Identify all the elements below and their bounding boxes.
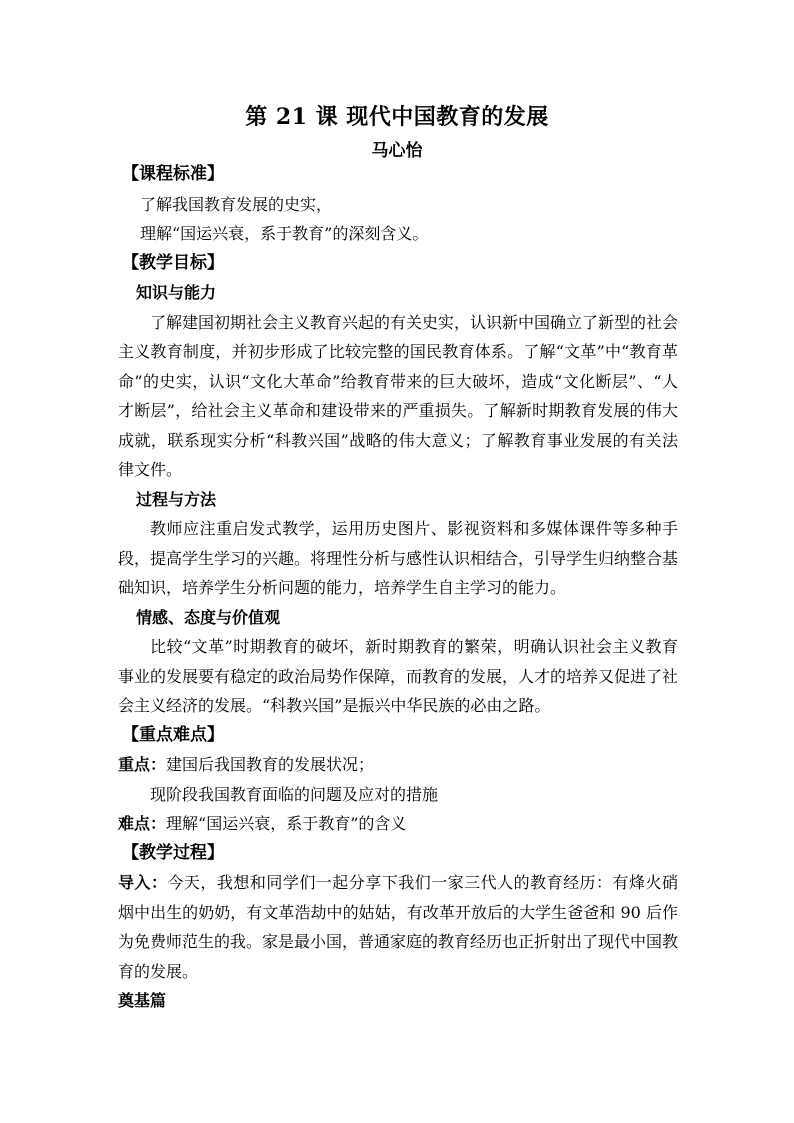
course-standard-line-2: 理解“国运兴衰，系于教育”的深刻含义。: [140, 224, 429, 243]
difficult-point-label: 难点：: [118, 814, 167, 833]
intro-paragraph: [118, 868, 678, 986]
key-point-line: [118, 750, 678, 780]
subheading-process-method: 过程与方法: [136, 489, 217, 509]
section-heading-teaching-goals: 【教学目标】: [122, 252, 224, 273]
section-heading-teaching-process: 【教学过程】: [122, 842, 224, 863]
intro-label: 导入：: [118, 873, 168, 892]
difficult-point-text: 理解“国运兴衰，系于教育”的含义: [166, 814, 407, 833]
paragraph-emotion-values: 比较“文革”时期教育的破坏，新时期教育的繁荣，明确认识社会主义教育事业的发展要有稳定的政治局势作保障，而教育的发展，人才的培养又促进了社会主义经济的发展。“科教兴国”是振兴中华民族的必由之路。: [118, 637, 679, 715]
document-author: 马心怡: [371, 141, 423, 161]
paragraph-knowledge: 了解建国初期社会主义教育兴起的有关史实，认识新中国确立了新型的社会主义教育制度，并初步形成了比较完整的国民教育体系。了解“文革”中“教育革命”的史实，认识“文化大革命”给教育带来的巨大破坏，造成“文化断层”、“人才断层”，给社会主义革命和建设带来的严重损失。了解新时期教育发展的伟大成就，联系现实分析“科教兴国”战略的伟大意义；了解教育事业发展的有关法律文件。: [118, 312, 679, 479]
subheading-emotion-values: 情感、态度与价值观: [136, 607, 281, 627]
key-point-text-2: 现阶段我国教育面临的问题及应对的措施: [150, 784, 439, 804]
key-point-label: 重点：: [118, 755, 167, 774]
paragraph-process-method: 教师应注重启发式教学，运用历史图片、影视资料和多媒体课件等多种手段，提高学生学习的兴趣。将理性分析与感性认识相结合，引导学生归纳整合基础知识，培养学生分析问题的能力，培养学生自主学习的能力。: [118, 519, 679, 597]
difficult-point-line: [118, 809, 678, 839]
section-heading-key-points: 【重点难点】: [122, 724, 224, 745]
document-body: [118, 160, 678, 1016]
course-standard-line-1: 了解我国教育发展的史实，: [140, 194, 333, 214]
part-title: 奠基篇: [118, 991, 167, 1010]
intro-text: 今天，我想和同学们一起分享下我们一家三代人的教育经历：有烽火硝烟中出生的奶奶，有文革浩劫中的姑姑，有改革开放后的大学生爸爸和 90 后作为免费师范生的我。家是最小国，普通家庭的教育经历也正折射出了现代中国教育的发展。: [118, 873, 679, 981]
document-title: 第 21 课 现代中国教育的发展: [245, 104, 549, 130]
section-heading-course-standard: 【课程标准】: [122, 164, 224, 184]
subheading-knowledge: 知识与能力: [136, 283, 217, 302]
key-point-text: 建国后我国教育的发展状况；: [166, 755, 375, 774]
